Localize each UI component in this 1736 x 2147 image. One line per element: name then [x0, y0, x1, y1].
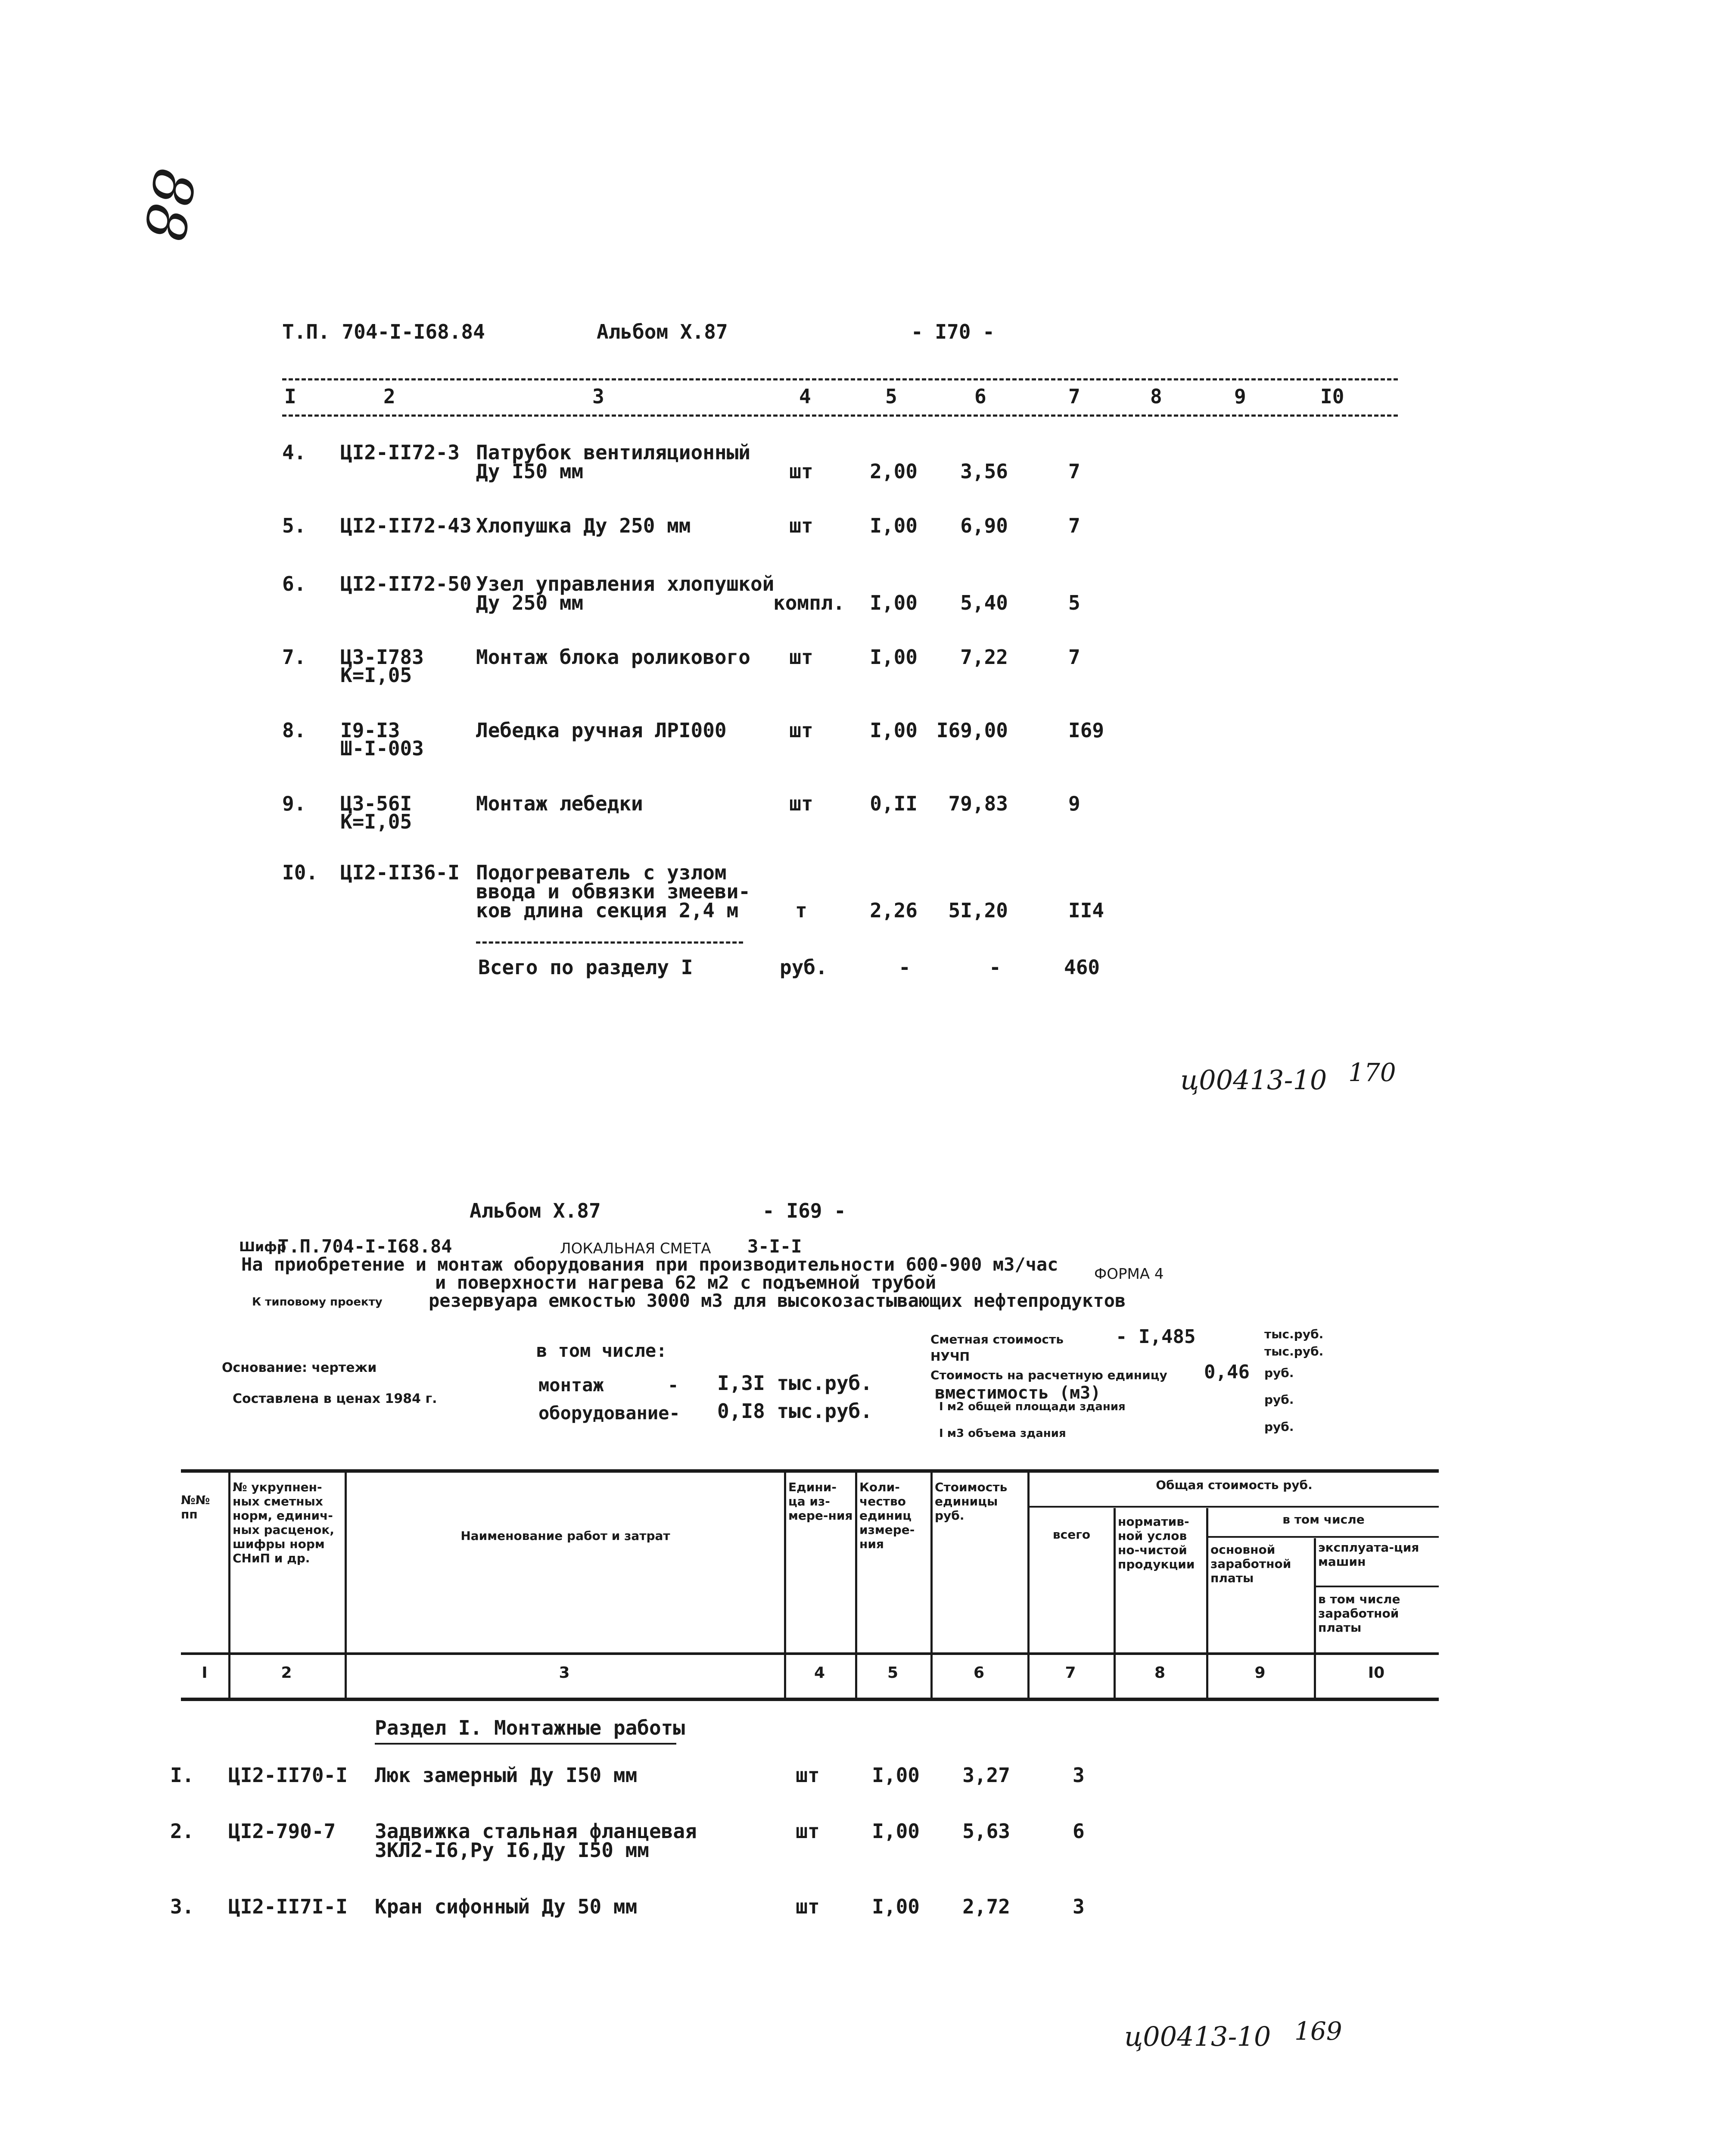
total-unit: руб. [780, 956, 828, 979]
row-code: ЦI2-II70-I [228, 1764, 348, 1787]
row-number: 5. [282, 514, 306, 537]
row-name: Патрубок вентиляционный [476, 441, 750, 464]
row-price: 3,27 [962, 1764, 1010, 1787]
corner-handwritten-mark: 88 [131, 164, 208, 246]
row-unit: шт [796, 1820, 820, 1843]
header-normative: норматив-ной услов но-чистой продукции [1118, 1514, 1195, 1571]
bottom-col-number: 2 [281, 1664, 292, 1682]
montage-label: монтаж [538, 1374, 604, 1396]
row-name: Монтаж лебедки [476, 792, 643, 815]
basis-label: Основание: чертежи [222, 1360, 377, 1375]
top-col-number: 7 [1068, 385, 1080, 408]
nuchp-label: НУЧП [930, 1349, 970, 1364]
total-price: - [989, 956, 1001, 979]
row-total: 3 [1073, 1895, 1085, 1918]
row-qty: I,00 [872, 1895, 920, 1918]
bottom-col-number: I0 [1368, 1664, 1385, 1682]
row-name: Лебедка ручная ЛРI000 [476, 719, 727, 742]
bottom-page-number: - I69 - [762, 1199, 846, 1222]
header-qty: Коли-чество единиц измере-ния [859, 1480, 915, 1551]
row-name: Хлопушка Ду 250 мм [476, 514, 691, 537]
row-price: 6,90 [960, 514, 1008, 537]
row-qty: I,00 [870, 645, 918, 669]
row-code: ЦI2-II72-50 [340, 572, 472, 595]
row-total: 9 [1068, 792, 1080, 815]
row-code: К=I,05 [340, 810, 412, 833]
row-number: 9. [282, 792, 306, 815]
row-name: ков длина секция 2,4 м [476, 899, 739, 922]
row-qty: I,00 [870, 591, 918, 614]
row-name: ввода и обвязки змееви- [476, 880, 750, 903]
project-label: К типовому проекту [252, 1296, 383, 1309]
row-qty: I,00 [872, 1820, 920, 1843]
row-price: 7,22 [960, 645, 1008, 669]
header-base-wage: основной заработной платы [1210, 1542, 1291, 1585]
cost-label: Сметная стоимость [930, 1332, 1064, 1346]
row-total: 7 [1068, 514, 1080, 537]
row-price: 2,72 [962, 1895, 1010, 1918]
header-all: всего [1052, 1527, 1091, 1542]
equipment-label: оборудование- [538, 1402, 680, 1424]
area-unit: руб. [1264, 1393, 1294, 1407]
area-label: I м2 общей площади здания [939, 1400, 1126, 1413]
cost-value: - I,485 [1116, 1326, 1196, 1348]
row-name: Подогреватель с узлом [476, 861, 727, 884]
top-col-number: 4 [799, 385, 811, 408]
row-qty: I,00 [870, 719, 918, 742]
row-price: 5I,20 [948, 899, 1008, 922]
cipher-value: Т.П.704-I-I68.84 [278, 1236, 452, 1257]
row-unit: шт [789, 645, 813, 669]
header-total-cost: Общая стоимость руб. [1156, 1478, 1313, 1492]
bottom-stamp: ц00413-10 [1124, 2021, 1271, 2052]
row-unit: шт [789, 719, 813, 742]
table-bottom-rule [181, 1698, 1439, 1701]
form-label: ФОРМА 4 [1094, 1265, 1164, 1283]
top-total-rule [476, 941, 743, 944]
hline-machines [1314, 1586, 1439, 1587]
row-qty: 2,00 [870, 460, 918, 483]
table-top-rule [181, 1469, 1439, 1473]
cost-unit: тыс.руб. [1264, 1327, 1324, 1341]
row-unit: шт [796, 1764, 820, 1787]
row-qty: 2,26 [870, 899, 918, 922]
row-unit: компл. [773, 591, 845, 614]
row-total: 7 [1068, 645, 1080, 669]
section-title: Раздел I. Монтажные работы [375, 1716, 685, 1739]
total-label: Всего по разделу I [478, 956, 693, 979]
row-code: I9-I3 [340, 719, 400, 742]
row-name: Кран сифонный Ду 50 мм [375, 1895, 638, 1918]
header-num: №№ пп [181, 1493, 210, 1521]
row-name: ЗКЛ2-I6,Ру I6,Ду I50 мм [375, 1839, 649, 1862]
row-code: ЦЗ-56I [340, 792, 412, 815]
row-total: 5 [1068, 591, 1080, 614]
montage-value: I,3I тыс.руб. [717, 1371, 873, 1395]
row-price: I69,00 [936, 719, 1008, 742]
montage-dash: - [668, 1374, 679, 1396]
row-number: I. [170, 1764, 194, 1787]
bottom-album: Альбом X.87 [470, 1199, 601, 1222]
header-unit-cost: Стоимость единицы руб. [935, 1480, 1008, 1523]
row-name: Люк замерный Ду I50 мм [375, 1764, 638, 1787]
top-header-rule-1 [282, 378, 1398, 380]
row-price: 5,40 [960, 591, 1008, 614]
estimate-number: 3-I-I [747, 1236, 802, 1257]
row-code: К=I,05 [340, 664, 412, 687]
capacity-label: вместимость (м3) [935, 1383, 1101, 1403]
row-number: I0. [282, 861, 318, 884]
top-doc-code: Т.П. 704-I-I68.84 [282, 320, 485, 343]
row-unit: шт [789, 460, 813, 483]
top-stamp-page: 170 [1348, 1058, 1396, 1087]
row-name: Ду I50 мм [476, 460, 584, 483]
row-number: 7. [282, 645, 306, 669]
row-unit: шт [789, 514, 813, 537]
unit-cost-label: Стоимость на расчетную единицу [930, 1368, 1167, 1382]
top-col-number: 6 [974, 385, 986, 408]
top-col-number: I [284, 385, 296, 408]
total-sum: 460 [1064, 956, 1100, 979]
bottom-col-number: 4 [814, 1664, 825, 1682]
row-number: 4. [282, 441, 306, 464]
header-machines-wage: в том числе заработной платы [1318, 1592, 1400, 1635]
bottom-col-number: I [202, 1664, 208, 1682]
row-code: ЦЗ-I783 [340, 645, 424, 669]
row-code: ЦI2-790-7 [228, 1820, 336, 1843]
header-codes: № укрупнен-ных сметных норм, единич-ных расценок, шифры норм СНиП и др. [233, 1480, 334, 1565]
bottom-col-number: 7 [1065, 1664, 1076, 1682]
row-total: 3 [1073, 1764, 1085, 1787]
bottom-col-number: 5 [887, 1664, 899, 1682]
bottom-col-number: 9 [1254, 1664, 1266, 1682]
header-including: в том числе [1282, 1512, 1365, 1527]
row-total: I69 [1068, 719, 1104, 742]
hline-including [1206, 1536, 1439, 1538]
row-name: Ду 250 мм [476, 591, 584, 614]
top-col-number: 5 [885, 385, 897, 408]
bottom-stamp-page: 169 [1294, 2016, 1342, 2046]
unit-cost-value: 0,46 [1204, 1361, 1250, 1383]
header-machines: эксплуата-ция машин [1318, 1540, 1419, 1569]
row-qty: I,00 [872, 1764, 920, 1787]
top-col-number: I0 [1320, 385, 1344, 408]
bottom-col-number: 3 [559, 1664, 570, 1682]
unit-cost-unit: руб. [1264, 1366, 1294, 1380]
nuchp-unit: тыс.руб. [1264, 1344, 1324, 1359]
row-unit: шт [796, 1895, 820, 1918]
estimate-title-line1: На приобретение и монтаж оборудования при производительности 600-900 м3/час [241, 1254, 1058, 1275]
row-price: 3,56 [960, 460, 1008, 483]
row-code: ЦI2-II36-I [340, 861, 460, 884]
bottom-col-number: 8 [1154, 1664, 1166, 1682]
top-col-number: 2 [383, 385, 395, 408]
top-album: Альбом X.87 [597, 320, 728, 343]
top-col-number: 8 [1150, 385, 1162, 408]
volume-unit: руб. [1264, 1420, 1294, 1434]
top-col-number: 9 [1234, 385, 1246, 408]
equipment-value: 0,I8 тыс.руб. [717, 1399, 873, 1423]
row-number: 8. [282, 719, 306, 742]
estimate-title-line2: и поверхности нагрева 62 м2 с подъемной трубой [435, 1272, 936, 1293]
estimate-title-line3: резервуара емкостью 3000 м3 для высокозастывающих нефтепродуктов [429, 1290, 1126, 1311]
cipher-label: Шифр [239, 1240, 286, 1255]
row-code: Ш-I-003 [340, 737, 424, 760]
row-number: 2. [170, 1820, 194, 1843]
top-col-number: 3 [592, 385, 604, 408]
row-code: ЦI2-II72-43 [340, 514, 472, 537]
row-number: 6. [282, 572, 306, 595]
row-total: 6 [1073, 1820, 1085, 1843]
row-total: 7 [1068, 460, 1080, 483]
row-qty: I,00 [870, 514, 918, 537]
top-stamp: ц00413-10 [1180, 1064, 1327, 1096]
row-number: 3. [170, 1895, 194, 1918]
row-price: 79,83 [948, 792, 1008, 815]
section-title-underline [375, 1743, 676, 1745]
row-price: 5,63 [962, 1820, 1010, 1843]
header-name: Наименование работ и затрат [460, 1529, 670, 1543]
bottom-col-number: 6 [973, 1664, 985, 1682]
row-code: ЦI2-II7I-I [228, 1895, 348, 1918]
table-number-rule [181, 1652, 1439, 1655]
top-header-rule-2 [282, 414, 1398, 417]
top-page-number: - I70 - [911, 320, 995, 343]
header-unit: Едини-ца из-мере-ния [788, 1480, 853, 1523]
row-total: II4 [1068, 899, 1104, 922]
row-name: Задвижка стальная фланцевая [375, 1820, 697, 1843]
hline-total-cost [1027, 1506, 1439, 1508]
including-label: в том числе: [536, 1340, 667, 1361]
row-qty: 0,II [870, 792, 918, 815]
row-unit: шт [789, 792, 813, 815]
volume-label: I м3 объема здания [939, 1427, 1066, 1440]
prices-year: Составлена в ценах 1984 г. [233, 1391, 437, 1406]
total-qty: - [899, 956, 911, 979]
row-code: ЦI2-II72-3 [340, 441, 460, 464]
row-unit: т [795, 899, 807, 922]
estimate-label: ЛОКАЛЬНАЯ СМЕТА [560, 1240, 711, 1257]
row-name: Узел управления хлопушкой [476, 572, 775, 595]
row-name: Монтаж блока роликового [476, 645, 750, 669]
